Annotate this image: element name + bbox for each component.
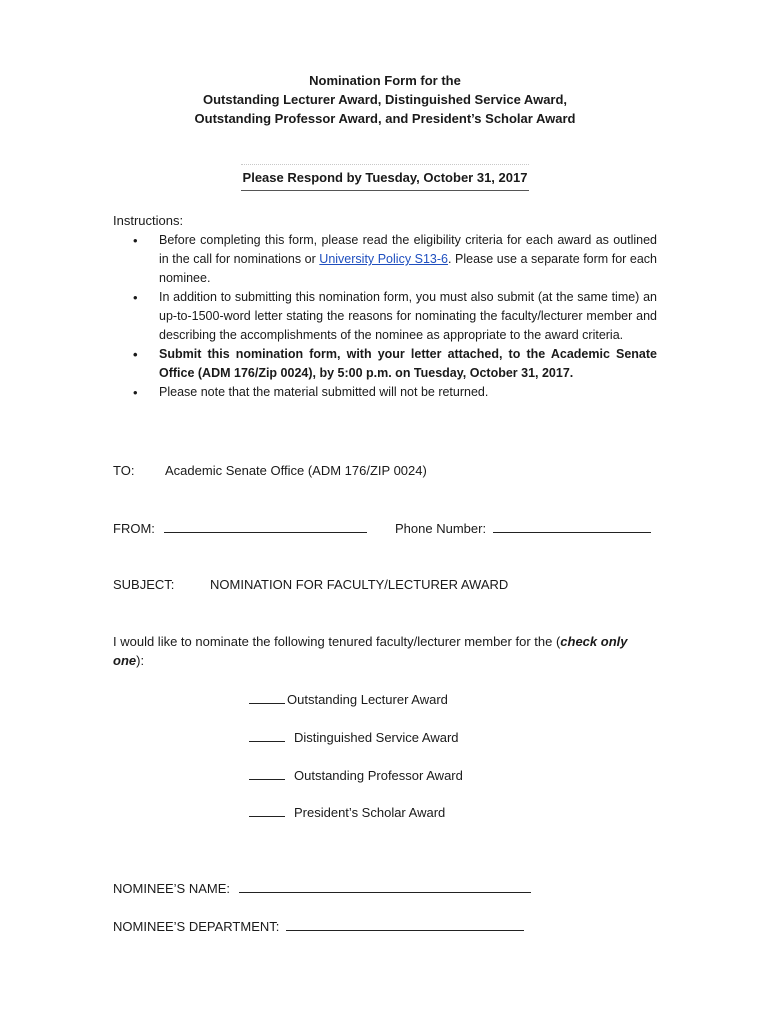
- instruction-text: Please note that the material submitted will not be returned.: [159, 385, 489, 399]
- deadline-text: Please Respond by Tuesday, October 31, 2017: [241, 164, 530, 191]
- award-option-scholar: [249, 802, 445, 822]
- instruction-text: Before completing this form, please read the eligibility criteria for each award as outlined in the call for nominations or: [159, 233, 657, 266]
- award-label: Distinguished Service Award: [294, 730, 459, 745]
- subject-value: NOMINATION FOR FACULTY/LECTURER AWARD: [210, 577, 509, 592]
- award-checkbox-blank[interactable]: [249, 727, 285, 742]
- award-checkbox-blank[interactable]: [249, 689, 285, 704]
- bullet-icon: •: [133, 233, 138, 248]
- form-title-line-2: Outstanding Lecturer Award, Distinguished Service Award,: [202, 92, 568, 107]
- award-checkbox-blank[interactable]: [249, 765, 285, 780]
- award-option-professor: [249, 765, 463, 785]
- nominee-department-label: NOMINEE’S DEPARTMENT:: [113, 919, 280, 934]
- award-label: Outstanding Professor Award: [294, 768, 463, 783]
- award-checkbox-blank[interactable]: [249, 802, 285, 817]
- form-title-line-3: Outstanding Professor Award, and President’s Scholar Award: [194, 111, 576, 126]
- phone-number-field[interactable]: [493, 518, 651, 533]
- nominee-name-field[interactable]: [239, 878, 531, 893]
- instruction-item: [113, 231, 657, 288]
- form-title-line-1: Nomination Form for the: [309, 73, 461, 88]
- instruction-item: [113, 345, 657, 383]
- nominee-name-label: NOMINEE’S NAME:: [113, 881, 231, 896]
- award-label: President’s Scholar Award: [294, 805, 446, 820]
- phone-row: [395, 518, 651, 538]
- nominee-name-row: [113, 878, 531, 898]
- from-label: FROM:: [113, 521, 155, 536]
- award-option-lecturer: [249, 689, 448, 709]
- university-policy-link[interactable]: University Policy S13-6: [319, 252, 448, 266]
- to-value: Academic Senate Office (ADM 176/ZIP 0024): [165, 463, 427, 478]
- subject-label: SUBJECT:: [113, 577, 175, 592]
- nominee-department-row: [113, 916, 524, 936]
- instruction-text: In addition to submitting this nomination form, you must also submit (at the same time) an up-to-1500-word letter stating the reasons for nominating the faculty/lecturer member and describing the accomplishments of the nominee as appropriate to the award criteria.: [159, 290, 657, 342]
- bullet-icon: •: [133, 347, 138, 362]
- nomination-intro-text: I would like to nominate the following tenured faculty/lecturer member for the (: [113, 634, 561, 649]
- nomination-intro-end: ):: [136, 653, 145, 668]
- award-label: Outstanding Lecturer Award: [287, 692, 448, 707]
- nomination-intro: [113, 632, 653, 670]
- to-label: TO:: [113, 463, 135, 478]
- deadline-banner: [0, 164, 770, 191]
- instruction-item: [113, 383, 657, 402]
- phone-label: Phone Number:: [395, 521, 487, 536]
- instructions-label: Instructions:: [113, 213, 184, 228]
- nominee-department-field[interactable]: [286, 916, 524, 931]
- instructions-list: [113, 231, 657, 402]
- from-row: [113, 518, 367, 538]
- from-field[interactable]: [164, 518, 367, 533]
- award-option-service: [249, 727, 459, 747]
- instruction-item: [113, 288, 657, 345]
- bullet-icon: •: [133, 385, 138, 400]
- check-only-one-emphasis: check only one: [113, 634, 628, 668]
- instruction-text: Submit this nomination form, with your letter attached, to the Academic Senate Office (ADM 176/Zip 0024), by 5:00 p.m. on Tuesday, October 31, 2017.: [159, 347, 657, 380]
- bullet-icon: •: [133, 290, 138, 305]
- instruction-text: . Please use a separate form for each nominee.: [159, 252, 658, 285]
